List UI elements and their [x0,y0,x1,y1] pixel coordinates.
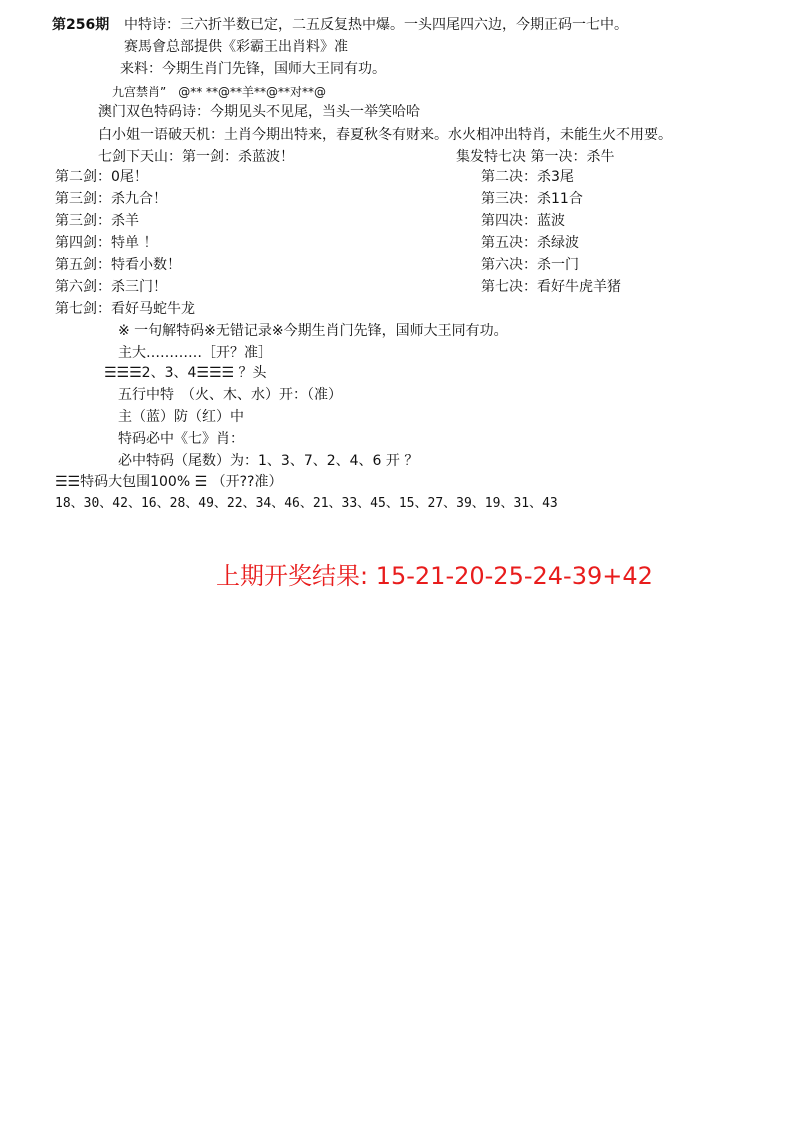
source-line: 赛馬會总部提供《彩霸王出肖料》准 [124,39,348,55]
trigram-icon: ☰☰ [55,474,81,490]
head-numbers: 2、3、4 [141,365,197,381]
jue-item: 第三决：杀11合 [481,191,583,207]
sword-item: 第三剑：杀九合！ [55,191,167,207]
one-sentence-note: ※ 一句解特码※无错记录※今期生肖门先锋，国师大王同有功。 [118,323,508,339]
bao-text: 特码大包围100% [80,474,191,490]
seven-swords-title: 七剑下天山：第一剑：杀蓝波！ [98,149,294,165]
sword-item: 第五剑：特看小数！ [55,257,181,273]
sword-item: 第四剑：特单 ！ [55,235,158,251]
head-tail: ？头 [238,365,267,381]
trigram-icon: ☰☰☰ [104,365,142,381]
jue-item: 第二决：杀3尾 [481,169,574,185]
trigram-icon: ☰ [194,474,208,490]
bai-xiaojie-line: 白小姐一语破天机：土肖今期出特来，春夏秋冬有财来。水火相冲出特肖，未能生火不用要。 [98,127,672,143]
jue-item: 第七决：看好牛虎羊猪 [481,279,621,295]
last-result: 上期开奖结果: 15-21-20-25-24-39+42 [216,562,653,590]
tema-line: 特码必中《七》肖： [118,431,244,447]
seven-jue-title: 集发特七决 第一决：杀牛 [456,149,615,165]
sword-item: 第三剑：杀羊 [55,213,139,229]
wuxing-line: 五行中特 （火、木、水）开：（准） [118,387,342,403]
head-line [104,364,267,382]
weishu-line: 必中特码（尾数）为：1、3、7、2、4、6 开 ？ [118,453,419,469]
bao-line [55,473,282,491]
zhu-fang-line: 主（蓝）防（红）中 [118,409,244,425]
bao-tail: （开??准） [211,474,283,490]
sword-item: 第七剑：看好马蛇牛龙 [55,301,195,317]
macau-poem: 澳门双色特码诗：今期见头不见尾，当头一举笑哈哈 [98,104,420,120]
zhu-da-line: 主大…………［开？准］ [118,345,272,361]
sword-item: 第二剑：0尾！ [55,169,148,185]
nine-palace-line: 九宫禁肖” @** **@**羊**@**对**@ [112,85,327,99]
jue-item: 第五决：杀绿波 [481,235,579,251]
trigram-icon: ☰☰☰ [196,365,235,381]
jue-item: 第六决：杀一门 [481,257,579,273]
sword-item: 第六剑：杀三门！ [55,279,167,295]
number-list: 18、30、42、16、28、49、22、34、46、21、33、45、15、27、39、19、31、43 [55,496,558,511]
prophecy-poem: 中特诗：三六折半数已定，二五反复热中爆。一头四尾四六边，今期正码一七中。 [124,17,628,33]
issue-number: 第256期 [52,17,110,33]
jue-item: 第四决：蓝波 [481,213,565,229]
material-line: 来料：今期生肖门先锋，国师大王同有功。 [120,61,386,77]
